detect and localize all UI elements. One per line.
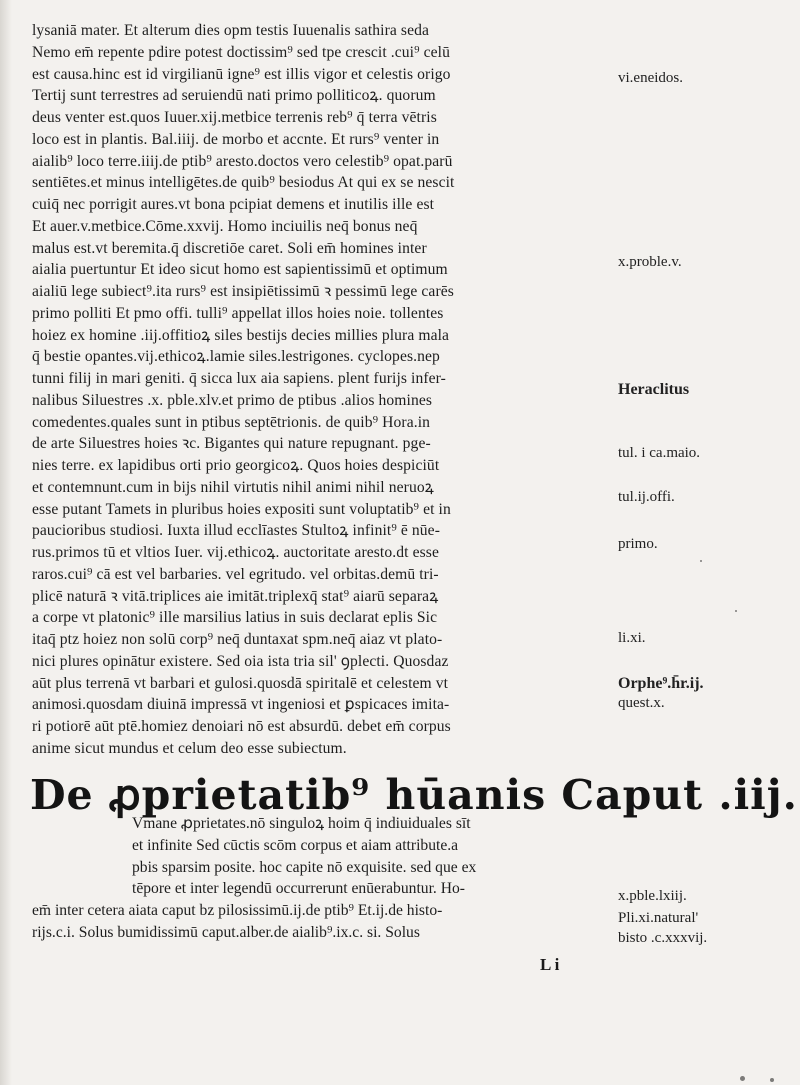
text-line: Nemo em̄ repente pdire potest doctissim⁹ sed tpe crescit .cui⁹ celū	[32, 43, 451, 61]
ink-speck	[740, 1076, 745, 1081]
gutter-shadow	[0, 0, 12, 1085]
text-line: anime sicut mundus et celum deo esse subiectum.	[32, 739, 347, 757]
text-line: hoiez ex homine .iij.offitioꝝ siles bestijs decies millies plura mala	[32, 326, 450, 344]
text-line: lysaniā mater. Et alterum dies opm testis Iuuenalis sathira seda	[32, 22, 430, 39]
text-line: aūt plus terrenā vt barbari et gulosi.quosdā spiritalē et celestem vt	[32, 674, 449, 692]
chapter-heading: De ꝓprietatib⁹ hūanis Caput .iij.	[30, 771, 798, 819]
folio-mark: L i	[540, 955, 560, 974]
text-line: Tertij sunt terrestres ad seruiendū nati primo polliticoꝝ. quorum	[32, 87, 436, 105]
ink-speck	[770, 1078, 774, 1082]
margin-note: primo.	[618, 536, 658, 552]
text-line: loco est in plantis. Bal.iiij. de morbo et accnte. Et rurs⁹ venter in	[32, 130, 440, 148]
text-line: sentiētes.et minus intelligētes.de quib⁹ besiodus At qui ex se nescit	[32, 174, 455, 192]
text-line: aialiū lege subiect⁹.ita rurs⁹ est insipiētissimū ꝛ pessimū lege carēs	[32, 283, 454, 300]
margin-note: Pli.xi.natural'	[618, 910, 699, 926]
text-line: esse putant Tamets in pluribus hoies expositi sunt voluptatib⁹ et in	[32, 500, 451, 518]
text-line: nies terre. ex lapidibus orti prio georgicoꝝ. Quos hoies despiciūt	[32, 457, 440, 474]
text-line: nici plures opinātur existere. Sed oia ista tria sil' ꝯplecti. Quosdaz	[32, 652, 449, 670]
text-line: q̄ bestie opantes.vij.ethicoꝝ.lamie siles.lestrigones. cyclopes.nep	[32, 348, 440, 366]
text-line: aialia puertuntur Et ideo sicut homo est sapientissimū et optimum	[32, 261, 448, 279]
margin-note: x.pble.lxiij.	[618, 888, 687, 904]
margin-note: Orphe⁹.h̄r.ij.	[618, 675, 704, 692]
text-line: deus venter est.quos Iuuer.xij.metbice terrenis reb⁹ q̄ terra vētris	[32, 109, 437, 126]
margin-note: x.proble.v.	[618, 254, 682, 270]
text-line: est causa.hinc est id virgilianū igne⁹ est illis vigor et celestis origo	[32, 65, 451, 83]
text-line: rus.primos tū et vltios Iuer. vij.ethicoꝝ. auctoritate aresto.dt esse	[32, 544, 439, 561]
margin-note: li.xi.	[618, 630, 646, 646]
text-line: cuiq̄ nec porrigit aures.vt bona pcipiat demens et inutilis ille est	[32, 196, 435, 213]
margin-note: Heraclitus	[618, 381, 690, 398]
text-line: Vmane ꝓprietates.nō singuloꝝ hoim q̄ indiuiduales sīt	[132, 815, 471, 832]
text-line: pbis sparsim posite. hoc capite nō exquisite. sed que ex	[132, 858, 477, 876]
margin-note: quest.x.	[618, 695, 665, 711]
text-line: nalibus Siluestres .x. pble.xlv.et primo de ptibus .alios homines	[32, 391, 433, 409]
text-line: comedentes.quales sunt in ptibus septētrionis. de quib⁹ Hora.in	[32, 413, 431, 431]
text-line: raros.cui⁹ cā est vel barbaries. vel egritudo. vel orbitas.demū tri-	[32, 565, 439, 583]
margin-note: vi.eneidos.	[618, 70, 683, 86]
text-line: rijs.c.i. Solus bumidissimū caput.alber.de aialib⁹.ix.c. si. Solus	[32, 923, 420, 941]
text-line: paucioribus studiosi. Iuxta illud ecclīastes Stultoꝝ infinit⁹ ē nūe-	[32, 522, 440, 540]
text-line: malus est.vt beremita.q̄ discretiōe caret. Soli em̄ homines inter	[32, 239, 427, 257]
text-line: plicē naturā ꝛ vitā.triplices aie imitāt.triplexq̄ stat⁹ aiarū separaꝝ	[32, 587, 439, 605]
chapter-text-column	[32, 813, 607, 944]
text-line: itaq̄ ptz hoiez non solū corp⁹ neq̄ duntaxat spm.neq̄ aiaz vt plato-	[32, 631, 443, 648]
text-line: em̄ inter cetera aiata caput bz pilosissimū.ij.de ptib⁹ Et.ij.de histo-	[32, 902, 443, 919]
text-line: tunni filij in mari geniti. q̄ sicca lux aia sapiens. plent furijs infer-	[32, 370, 446, 387]
text-line: aialib⁹ loco terre.iiij.de ptib⁹ aresto.doctos vero celestib⁹ opat.parū	[32, 152, 453, 170]
ink-speck	[700, 560, 702, 562]
text-line: ri potiorē aūt ptē.homiez denoiari nō est absurdū. debet em̄ corpus	[32, 718, 451, 735]
margin-note: bisto .c.xxxvij.	[618, 930, 708, 946]
ink-speck	[735, 610, 737, 612]
main-text-column	[32, 20, 607, 760]
text-line: primo polliti Et pmo offi. tulli⁹ appellat illos hoies noie. tollentes	[32, 304, 444, 322]
margin-note: tul. i ca.maio.	[618, 445, 701, 461]
text-line: et infinite Sed cūctis scōm corpus et aiam attribute.a	[132, 836, 459, 854]
margin-note: tul.ij.offi.	[618, 489, 675, 505]
text-line: animosi.quosdam diuinā impressā vt ingeniosi et ꝑspicaces imita-	[32, 696, 450, 714]
text-line: de arte Siluestres hoies ꝛc. Bigantes qui nature repugnant. pge-	[32, 435, 431, 453]
text-line: et contemnunt.cum in bijs nihil virtutis nihil animi nihil neruoꝝ	[32, 478, 434, 496]
text-line: a corpe vt platonic⁹ ille marsilius latius in suis declarat eplis Sic	[32, 609, 438, 627]
text-line: tēpore et inter legendū occurrerunt enūerabuntur. Ho-	[132, 880, 465, 898]
text-line: Et auer.v.metbice.Cōme.xxvij. Homo inciuilis neq̄ bonus neq̄	[32, 217, 418, 235]
